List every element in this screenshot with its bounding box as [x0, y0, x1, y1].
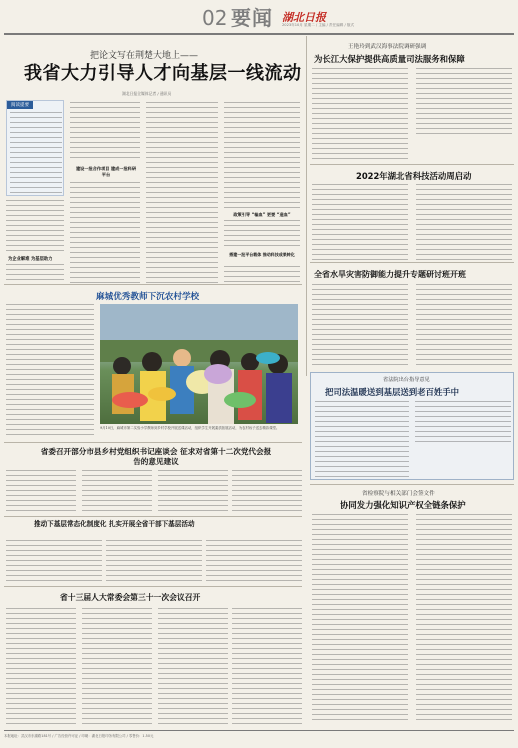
- article3-headline: 2022年湖北省科技活动周启动: [356, 171, 472, 181]
- lead-col4-text-c: [224, 266, 300, 284]
- article-science-week: [310, 164, 514, 262]
- article3-text-1: [312, 184, 408, 260]
- article5-headline: 把司法温暖送到基层送到老百姓手中: [325, 387, 459, 397]
- article-ip-protection: [310, 484, 514, 724]
- article7-text-2: [416, 514, 512, 722]
- article9-headline: 省十三届人大常委会第三十一次会议召开: [60, 593, 201, 602]
- lead-subhead-4: 搭建一批平台载体 推动科技成果转化: [229, 252, 295, 257]
- photo-headline: 麻城优秀教师下沉农村学校: [96, 292, 200, 302]
- article8-text-3: [206, 540, 302, 584]
- lead-col2-text: [70, 102, 140, 162]
- article7-kicker: 省检察院与相关部门会签文件: [362, 491, 435, 497]
- lead-col3-text: [146, 102, 218, 284]
- masthead: [0, 0, 518, 40]
- summary-box: [6, 100, 64, 196]
- article6-text-4: [232, 470, 302, 512]
- article2-kicker: 王艳玲到武汉海事法院调研强调: [348, 44, 427, 50]
- article2-text-2: [416, 68, 512, 134]
- footer-text: 本报地址：武汉市东湖路181号 / 广告经营许可证 / 印刷：湖北日报印务有限公司 / 零售价：1.50元: [4, 734, 154, 738]
- footer: [4, 730, 514, 746]
- article4-headline: 全省水旱灾害防御能力提升专题研讨班开班: [314, 270, 466, 279]
- article7-headline: 协同发力强化知识产权全链条保护: [340, 500, 466, 510]
- lead-subhead-1: 为企业解难 为基层助力: [8, 257, 53, 262]
- article7-divider: [310, 484, 514, 485]
- article5-text-1: [315, 401, 409, 477]
- article8-headline: 推动下基层常态化制度化 扎实开展全省干部下基层活动: [34, 520, 195, 528]
- summary-tag: 阅读提要: [7, 101, 33, 109]
- article5-text-2: [415, 401, 511, 445]
- article-yangtze: [310, 36, 514, 164]
- article8-divider: [4, 516, 302, 517]
- masthead-rule: [4, 33, 514, 35]
- lead-col1-text-b: [6, 264, 64, 284]
- article9-text-3: [158, 608, 228, 724]
- article9-text-1: [6, 608, 76, 724]
- photo-divider: [4, 284, 302, 285]
- photo-scene: [100, 304, 298, 424]
- lead-article: [4, 36, 302, 284]
- lead-headline: 我省大力引导人才向基层一线流动: [24, 63, 302, 84]
- article4-divider: [310, 262, 514, 263]
- lead-byline: 湖北日报全媒体记者 / 通讯员: [122, 91, 172, 96]
- article8-text-2: [106, 540, 202, 584]
- column-divider: [306, 36, 307, 376]
- article-grassroots: [4, 516, 304, 586]
- paper-logo: 湖北日报: [282, 11, 326, 24]
- article3-text-2: [416, 184, 512, 260]
- article8-text-1: [6, 540, 102, 584]
- article-court-guidance: [310, 372, 514, 480]
- article6-text-1: [6, 470, 76, 512]
- article5-kicker: 省法院出台指导意见: [383, 377, 430, 383]
- lead-col4-text: [224, 102, 300, 208]
- news-photo: [100, 304, 298, 424]
- article2-headline: 为长江大保护提供高质量司法服务和保障: [314, 54, 465, 64]
- photo-caption: 9月10日，麻城市第二实验小学教师到乡村学校开展送课活动，组织学生开展素质拓展活动，为农村孩子送去精彩课堂。: [100, 426, 280, 430]
- article3-divider: [310, 164, 514, 165]
- lead-col4-text-b: [224, 220, 300, 246]
- article9-text-2: [82, 608, 152, 724]
- paper-meta: 2023年10月 星期二 / 主编 / 责任编辑 / 版式: [282, 23, 355, 27]
- article2-text-1: [312, 68, 408, 162]
- article7-text-1: [312, 514, 408, 722]
- article6-divider: [4, 442, 302, 443]
- page-number: 02: [202, 6, 228, 30]
- article4-text-2: [416, 284, 512, 368]
- footer-rule: [4, 730, 514, 731]
- article4-text-1: [312, 284, 408, 368]
- lead-col1-text: [6, 200, 64, 252]
- lead-kicker: 把论文写在荆楚大地上——: [90, 51, 199, 61]
- article6-text-3: [158, 470, 228, 512]
- article9-divider: [4, 586, 302, 587]
- article-party-forum: [4, 442, 304, 514]
- article6-headline: 省委召开部分市县乡村党组织书记座谈会 征求对省第十二次党代会报告的意见建议: [40, 447, 272, 466]
- article-flood-training: [310, 262, 514, 370]
- lead-col2-text-b: [70, 182, 140, 284]
- summary-text: [10, 112, 62, 194]
- lead-subhead-3: 政策引导 “输血” 更要 “造血”: [233, 212, 291, 217]
- article-npc-session: [4, 586, 304, 726]
- photo-left-text: [6, 304, 94, 438]
- lead-subhead-2: 建设一批合作项目 建成一批科研平台: [75, 166, 137, 177]
- photo-feature: [4, 284, 302, 440]
- article9-text-4: [232, 608, 302, 724]
- article6-text-2: [82, 470, 152, 512]
- section-title: 要闻: [231, 6, 273, 30]
